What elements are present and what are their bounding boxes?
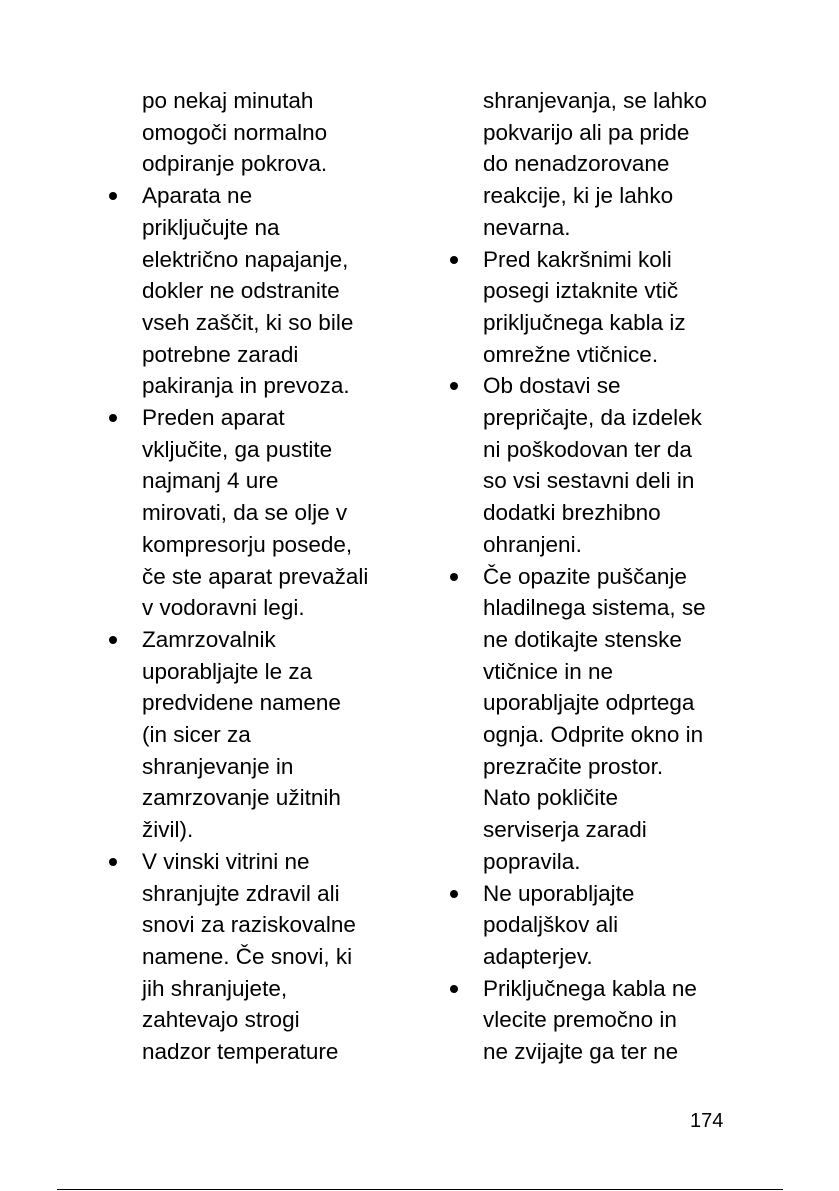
left-column <box>107 85 397 1068</box>
text-line: Če opazite puščanje <box>483 563 687 589</box>
text-line: odpiranje pokrova. <box>142 151 328 177</box>
text-line: Ne uporabljajte <box>483 880 635 906</box>
bullet-icon <box>109 414 117 422</box>
text-line: mirovati, da se olje v <box>142 500 348 526</box>
text-line: prepričajte, da izdelek <box>483 405 702 431</box>
text-line: nevarna. <box>483 214 571 240</box>
text-line: vtičnice in ne <box>483 658 614 684</box>
text-line: (in sicer za <box>142 722 251 748</box>
text-line: adapterjev. <box>483 943 593 969</box>
text-line: do nenadzorovane <box>483 151 670 177</box>
text-line: vseh zaščit, ki so bile <box>142 309 354 335</box>
bullet-icon <box>450 256 458 264</box>
text-line: dokler ne odstranite <box>142 278 340 304</box>
list-item <box>448 561 738 878</box>
text-line: pakiranja in prevoza. <box>142 373 350 399</box>
text-line: dodatki brezhibno <box>483 500 661 526</box>
text-line: ne dotikajte stenske <box>483 626 682 652</box>
text-line: V vinski vitrini ne <box>142 848 310 874</box>
continuation-text <box>107 85 397 180</box>
text-line: podaljškov ali <box>483 912 619 938</box>
text-line: ne zvijajte ga ter ne <box>483 1039 679 1065</box>
text-line: shranjevanje in <box>142 753 294 779</box>
text-line: omogoči normalno <box>142 119 328 145</box>
text-line: uporabljajte odprtega <box>483 690 695 716</box>
text-line: Priključnega kabla ne <box>483 975 697 1001</box>
bullet-icon <box>450 382 458 390</box>
text-line: živil). <box>142 817 194 843</box>
footer-divider <box>57 1189 783 1190</box>
text-line: Aparata ne <box>142 183 253 209</box>
text-line: namene. Če snovi, ki <box>142 943 353 969</box>
text-line: Preden aparat <box>142 405 285 431</box>
bullet-list <box>107 180 397 1068</box>
text-line: zahtevajo strogi <box>142 1007 300 1033</box>
list-item <box>448 370 738 560</box>
text-line: popravila. <box>483 848 581 874</box>
list-item <box>107 402 397 624</box>
list-item <box>107 624 397 846</box>
continuation-text <box>448 85 738 244</box>
page-number: 174 <box>690 1110 724 1132</box>
bullet-icon <box>109 636 117 644</box>
bullet-icon <box>450 890 458 898</box>
text-line: Nato pokličite <box>483 785 619 811</box>
bullet-icon <box>450 985 458 993</box>
text-line: ognja. Odprite okno in <box>483 722 704 748</box>
text-line: prezračite prostor. <box>483 753 664 779</box>
text-line: Pred kakršnimi koli <box>483 246 672 272</box>
list-item <box>107 846 397 1068</box>
text-line: ni poškodovan ter da <box>483 436 692 462</box>
text-line: snovi za raziskovalne <box>142 912 356 938</box>
text-line: električno napajanje, <box>142 246 349 272</box>
bullet-icon <box>109 858 117 866</box>
text-line: hladilnega sistema, se <box>483 595 706 621</box>
bullet-icon <box>450 573 458 581</box>
text-line: Zamrzovalnik <box>142 626 276 652</box>
text-line: najmanj 4 ure <box>142 468 279 494</box>
text-line: priključnega kabla iz <box>483 309 686 335</box>
text-line: jih shranjujete, <box>142 975 288 1001</box>
text-line: so vsi sestavni deli in <box>483 468 695 494</box>
list-item <box>448 244 738 371</box>
list-item <box>448 878 738 973</box>
text-line: shranjevanja, se lahko <box>483 88 707 113</box>
text-line: zamrzovanje užitnih <box>142 785 341 811</box>
text-line: serviserja zaradi <box>483 817 647 843</box>
list-item <box>107 180 397 402</box>
text-line: v vodoravni legi. <box>142 595 305 621</box>
text-line: reakcije, ki je lahko <box>483 183 674 209</box>
bullet-list <box>448 244 738 1068</box>
right-column <box>448 85 738 1068</box>
text-line: shranjujte zdravil ali <box>142 880 340 906</box>
text-line: nadzor temperature <box>142 1039 339 1065</box>
text-line: po nekaj minutah <box>142 88 314 113</box>
text-line: priključujte na <box>142 214 280 240</box>
text-line: vlecite premočno in <box>483 1007 677 1033</box>
text-line: vključite, ga pustite <box>142 436 333 462</box>
text-line: uporabljajte le za <box>142 658 313 684</box>
text-line: ohranjeni. <box>483 531 582 557</box>
text-line: potrebne zaradi <box>142 341 299 367</box>
text-line: kompresorju posede, <box>142 531 353 557</box>
list-item <box>448 973 738 1068</box>
text-line: pokvarijo ali pa pride <box>483 119 690 145</box>
text-line: omrežne vtičnice. <box>483 341 659 367</box>
text-line: predvidene namene <box>142 690 341 716</box>
bullet-icon <box>109 192 117 200</box>
text-line: Ob dostavi se <box>483 373 621 399</box>
text-line: če ste aparat prevažali <box>142 563 369 589</box>
text-line: posegi iztaknite vtič <box>483 278 679 304</box>
